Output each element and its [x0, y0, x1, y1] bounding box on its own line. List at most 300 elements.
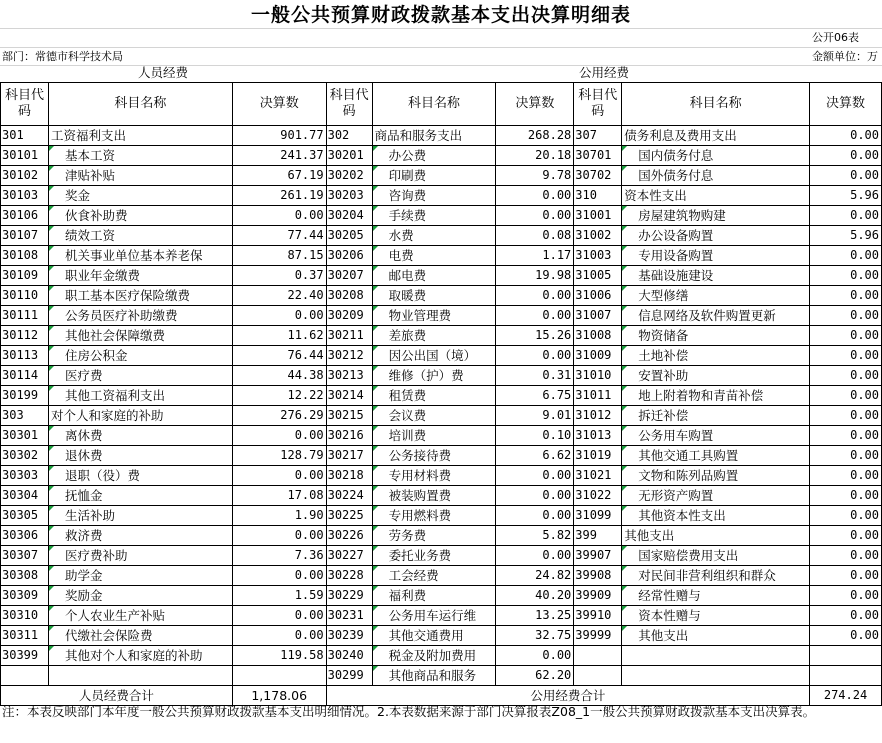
col-header-name: 科目名称 [622, 83, 810, 126]
amount-cell: 119.58 [232, 646, 326, 666]
expenditure-table [0, 82, 882, 706]
subject-code: 30109 [1, 266, 49, 286]
subject-name: 对个人和家庭的补助 [48, 406, 232, 426]
subject-name: 医疗费补助 [48, 546, 232, 566]
subject-code: 30203 [326, 186, 372, 206]
subject-name: 税金及附加费用 [372, 646, 496, 666]
subject-name: 职业年金缴费 [48, 266, 232, 286]
subject-name: 安置补助 [622, 366, 810, 386]
subject-code: 30205 [326, 226, 372, 246]
subject-name: 债务利息及费用支出 [622, 126, 810, 146]
col-header-name: 科目名称 [372, 83, 496, 126]
subject-code: 31002 [574, 226, 622, 246]
subject-code: 39910 [574, 606, 622, 626]
subject-name: 资本性赠与 [622, 606, 810, 626]
subject-code: 31005 [574, 266, 622, 286]
amount-cell: 268.28 [496, 126, 574, 146]
personnel-total-label: 人员经费合计 [1, 686, 233, 706]
subject-code: 31003 [574, 246, 622, 266]
subject-code: 31006 [574, 286, 622, 306]
subject-name: 伙食补助费 [48, 206, 232, 226]
amount-cell: 0.00 [810, 626, 882, 646]
table-row [1, 366, 882, 386]
amount-cell: 0.00 [232, 206, 326, 226]
table-row [1, 186, 882, 206]
subject-code: 30239 [326, 626, 372, 646]
subject-code: 31019 [574, 446, 622, 466]
subject-code: 30309 [1, 586, 49, 606]
subject-code: 31010 [574, 366, 622, 386]
subject-code [1, 666, 49, 686]
amount-cell: 0.10 [496, 426, 574, 446]
amount-cell: 5.82 [496, 526, 574, 546]
subject-name: 手续费 [372, 206, 496, 226]
subject-code: 30302 [1, 446, 49, 466]
subject-name: 基础设施建设 [622, 266, 810, 286]
amount-cell: 1.17 [496, 246, 574, 266]
subject-code: 30107 [1, 226, 49, 246]
col-header-code: 科目代码 [326, 83, 372, 126]
subject-name: 其他商品和服务 [372, 666, 496, 686]
table-row [1, 506, 882, 526]
amount-cell: 17.08 [232, 486, 326, 506]
subject-name: 公务用车购置 [622, 426, 810, 446]
subject-name: 其他工资福利支出 [48, 386, 232, 406]
subject-code: 302 [326, 126, 372, 146]
subject-code: 30217 [326, 446, 372, 466]
subject-name: 其他交通费用 [372, 626, 496, 646]
group-public: 公用经费 [578, 65, 629, 80]
table-row [1, 206, 882, 226]
subject-code: 307 [574, 126, 622, 146]
table-row [1, 286, 882, 306]
subject-name: 机关事业单位基本养老保 [48, 246, 232, 266]
amount-cell: 24.82 [496, 566, 574, 586]
subject-code: 30212 [326, 346, 372, 366]
amount-cell: 0.00 [496, 346, 574, 366]
subject-code: 30209 [326, 306, 372, 326]
subject-code: 303 [1, 406, 49, 426]
amount-cell: 40.20 [496, 586, 574, 606]
amount-cell: 0.00 [810, 406, 882, 426]
subject-name: 奖金 [48, 186, 232, 206]
table-row [1, 586, 882, 606]
subject-code: 39907 [574, 546, 622, 566]
subject-code: 301 [1, 126, 49, 146]
amount-cell: 0.00 [496, 486, 574, 506]
amount-cell [232, 666, 326, 686]
personnel-total-amount: 1,178.06 [232, 686, 326, 706]
amount-cell: 0.00 [810, 426, 882, 446]
amount-cell: 0.00 [810, 546, 882, 566]
amount-cell [810, 646, 882, 666]
form-number: 公开06表 [812, 31, 859, 44]
subject-code: 30305 [1, 506, 49, 526]
amount-cell: 0.31 [496, 366, 574, 386]
subject-code: 30227 [326, 546, 372, 566]
subject-name: 会议费 [372, 406, 496, 426]
subject-code: 30308 [1, 566, 49, 586]
table-row [1, 566, 882, 586]
subject-code: 30307 [1, 546, 49, 566]
subject-name: 被装购置费 [372, 486, 496, 506]
subject-name: 公务用车运行维 [372, 606, 496, 626]
amount-cell: 0.00 [810, 126, 882, 146]
amount-cell: 0.00 [232, 466, 326, 486]
subject-name: 邮电费 [372, 266, 496, 286]
table-row [1, 646, 882, 666]
amount-cell: 128.79 [232, 446, 326, 466]
table-row [1, 606, 882, 626]
subject-name: 维修（护）费 [372, 366, 496, 386]
amount-cell: 0.00 [810, 446, 882, 466]
table-row [1, 246, 882, 266]
department-label: 部门：常德市科学技术局 [2, 50, 123, 63]
subject-code: 39909 [574, 586, 622, 606]
amount-cell: 0.00 [810, 306, 882, 326]
amount-cell: 0.37 [232, 266, 326, 286]
subject-code: 30702 [574, 166, 622, 186]
page-title: 一般公共预算财政拨款基本支出决算明细表 [250, 4, 631, 26]
amount-cell: 1.59 [232, 586, 326, 606]
table-row [1, 426, 882, 446]
amount-cell: 32.75 [496, 626, 574, 646]
amount-cell: 44.38 [232, 366, 326, 386]
amount-cell: 0.00 [496, 206, 574, 226]
subject-name: 医疗费 [48, 366, 232, 386]
subject-code: 30306 [1, 526, 49, 546]
subject-code: 30113 [1, 346, 49, 366]
table-row [1, 306, 882, 326]
subject-name: 其他资本性支出 [622, 506, 810, 526]
subject-code: 31022 [574, 486, 622, 506]
amount-cell: 1.90 [232, 506, 326, 526]
amount-cell: 0.00 [232, 606, 326, 626]
amount-cell: 11.62 [232, 326, 326, 346]
amount-cell: 76.44 [232, 346, 326, 366]
amount-cell: 0.00 [232, 566, 326, 586]
subject-name: 专用设备购置 [622, 246, 810, 266]
table-row [1, 406, 882, 426]
subject-code: 30112 [1, 326, 49, 346]
amount-cell: 19.98 [496, 266, 574, 286]
subject-code: 39908 [574, 566, 622, 586]
amount-cell: 13.25 [496, 606, 574, 626]
amount-cell: 0.00 [232, 626, 326, 646]
subject-name: 津贴补贴 [48, 166, 232, 186]
subject-name: 工资福利支出 [48, 126, 232, 146]
subject-code: 30311 [1, 626, 49, 646]
grid-line [0, 28, 882, 29]
subject-code [574, 646, 622, 666]
subject-code: 30110 [1, 286, 49, 306]
col-header-name: 科目名称 [48, 83, 232, 126]
subject-name: 离休费 [48, 426, 232, 446]
subject-code: 30106 [1, 206, 49, 226]
amount-cell: 0.00 [810, 466, 882, 486]
amount-cell: 6.75 [496, 386, 574, 406]
subject-name [622, 646, 810, 666]
subject-name: 救济费 [48, 526, 232, 546]
amount-cell: 0.00 [496, 506, 574, 526]
subject-code: 30303 [1, 466, 49, 486]
table-row [1, 466, 882, 486]
subject-code: 31013 [574, 426, 622, 446]
col-header-amount: 决算数 [232, 83, 326, 126]
subject-name: 其他社会保障缴费 [48, 326, 232, 346]
subject-name: 其他支出 [622, 626, 810, 646]
subject-name: 电费 [372, 246, 496, 266]
subject-name: 土地补偿 [622, 346, 810, 366]
subject-name: 培训费 [372, 426, 496, 446]
subject-code: 30215 [326, 406, 372, 426]
amount-cell: 0.08 [496, 226, 574, 246]
subject-name: 无形资产购置 [622, 486, 810, 506]
amount-cell: 87.15 [232, 246, 326, 266]
amount-cell: 0.00 [810, 166, 882, 186]
grid-line [0, 47, 882, 48]
public-total-amount: 274.24 [810, 686, 882, 706]
subject-name: 奖励金 [48, 586, 232, 606]
subject-name: 咨询费 [372, 186, 496, 206]
subject-name: 生活补助 [48, 506, 232, 526]
subject-name: 代缴社会保险费 [48, 626, 232, 646]
col-header-code: 科目代码 [1, 83, 49, 126]
amount-cell: 0.00 [810, 526, 882, 546]
subject-name: 物资储备 [622, 326, 810, 346]
subject-name: 抚恤金 [48, 486, 232, 506]
subject-name: 国家赔偿费用支出 [622, 546, 810, 566]
amount-cell: 5.96 [810, 186, 882, 206]
subject-name: 办公设备购置 [622, 226, 810, 246]
subject-code: 30304 [1, 486, 49, 506]
subject-name: 对民间非营利组织和群众 [622, 566, 810, 586]
subject-code: 30206 [326, 246, 372, 266]
subject-name: 商品和服务支出 [372, 126, 496, 146]
subject-code: 310 [574, 186, 622, 206]
subject-code: 399 [574, 526, 622, 546]
subject-name: 委托业务费 [372, 546, 496, 566]
amount-cell: 0.00 [496, 546, 574, 566]
amount-cell: 0.00 [810, 606, 882, 626]
table-row [1, 626, 882, 646]
subject-name: 其他交通工具购置 [622, 446, 810, 466]
subject-name: 水费 [372, 226, 496, 246]
table-row [1, 166, 882, 186]
subject-name: 其他对个人和家庭的补助 [48, 646, 232, 666]
subject-name: 取暖费 [372, 286, 496, 306]
subject-code: 31007 [574, 306, 622, 326]
table-row [1, 386, 882, 406]
footnote: 注：本表反映部门本年度一般公共预算财政拨款基本支出明细情况。2.本表数据来源于部门决算报表Z08_1一般公共预算财政拨款基本支出决算表。 [2, 704, 816, 719]
table-row [1, 146, 882, 166]
amount-cell: 0.00 [496, 186, 574, 206]
amount-cell [810, 666, 882, 686]
amount-cell: 276.29 [232, 406, 326, 426]
subject-code: 30103 [1, 186, 49, 206]
subject-name: 退休费 [48, 446, 232, 466]
amount-cell: 0.00 [810, 266, 882, 286]
subject-name: 其他支出 [622, 526, 810, 546]
subject-name: 工会经费 [372, 566, 496, 586]
subject-name: 公务接待费 [372, 446, 496, 466]
subject-name: 信息网络及软件购置更新 [622, 306, 810, 326]
amount-cell: 0.00 [496, 646, 574, 666]
subject-name: 公务员医疗补助缴费 [48, 306, 232, 326]
subject-name: 差旅费 [372, 326, 496, 346]
subject-name: 国外债务付息 [622, 166, 810, 186]
total-row [1, 686, 882, 706]
table-row [1, 346, 882, 366]
subject-code: 30231 [326, 606, 372, 626]
col-header-amount: 决算数 [496, 83, 574, 126]
subject-code: 31012 [574, 406, 622, 426]
amount-cell: 0.00 [810, 346, 882, 366]
subject-name: 劳务费 [372, 526, 496, 546]
amount-cell: 241.37 [232, 146, 326, 166]
col-header-code: 科目代码 [574, 83, 622, 126]
amount-cell: 12.22 [232, 386, 326, 406]
subject-name [622, 666, 810, 686]
subject-code: 31009 [574, 346, 622, 366]
amount-cell: 261.19 [232, 186, 326, 206]
amount-cell: 0.00 [496, 286, 574, 306]
subject-code: 30108 [1, 246, 49, 266]
subject-code: 30211 [326, 326, 372, 346]
subject-code [574, 666, 622, 686]
amount-cell: 77.44 [232, 226, 326, 246]
subject-code: 31099 [574, 506, 622, 526]
subject-code: 30701 [574, 146, 622, 166]
unit-label: 金额单位：万 [812, 50, 878, 63]
subject-code: 30207 [326, 266, 372, 286]
subject-name: 专用材料费 [372, 466, 496, 486]
group-personnel: 人员经费 [137, 65, 188, 80]
subject-name [48, 666, 232, 686]
amount-cell: 0.00 [810, 286, 882, 306]
table-body [1, 83, 882, 686]
amount-cell: 0.00 [810, 366, 882, 386]
amount-cell: 9.78 [496, 166, 574, 186]
subject-code: 30216 [326, 426, 372, 446]
subject-code: 31021 [574, 466, 622, 486]
amount-cell: 0.00 [810, 566, 882, 586]
subject-code: 30240 [326, 646, 372, 666]
subject-code: 31011 [574, 386, 622, 406]
subject-code: 30224 [326, 486, 372, 506]
subject-name: 职工基本医疗保险缴费 [48, 286, 232, 306]
amount-cell: 0.00 [810, 246, 882, 266]
subject-name: 专用燃料费 [372, 506, 496, 526]
subject-code: 39999 [574, 626, 622, 646]
subject-code: 30218 [326, 466, 372, 486]
amount-cell: 20.18 [496, 146, 574, 166]
subject-name: 住房公积金 [48, 346, 232, 366]
subject-code: 30225 [326, 506, 372, 526]
table-row [1, 446, 882, 466]
amount-cell: 901.77 [232, 126, 326, 146]
amount-cell: 0.00 [810, 386, 882, 406]
subject-code: 30199 [1, 386, 49, 406]
subject-code: 31008 [574, 326, 622, 346]
subject-name: 助学金 [48, 566, 232, 586]
table-row [1, 666, 882, 686]
subject-code: 30214 [326, 386, 372, 406]
subject-code: 30226 [326, 526, 372, 546]
subject-name: 绩效工资 [48, 226, 232, 246]
amount-cell: 22.40 [232, 286, 326, 306]
amount-cell: 0.00 [232, 426, 326, 446]
subject-name: 房屋建筑物购建 [622, 206, 810, 226]
amount-cell: 0.00 [810, 486, 882, 506]
subject-name: 退职（役）费 [48, 466, 232, 486]
subject-name: 经常性赠与 [622, 586, 810, 606]
col-header-amount: 决算数 [810, 83, 882, 126]
subject-code: 31001 [574, 206, 622, 226]
amount-cell: 0.00 [496, 466, 574, 486]
amount-cell: 0.00 [810, 586, 882, 606]
amount-cell: 0.00 [232, 526, 326, 546]
subject-code: 30299 [326, 666, 372, 686]
amount-cell: 0.00 [810, 506, 882, 526]
table-row [1, 326, 882, 346]
subject-code: 30301 [1, 426, 49, 446]
subject-name: 大型修缮 [622, 286, 810, 306]
subject-name: 基本工资 [48, 146, 232, 166]
amount-cell: 9.01 [496, 406, 574, 426]
subject-name: 文物和陈列品购置 [622, 466, 810, 486]
amount-cell: 7.36 [232, 546, 326, 566]
amount-cell: 67.19 [232, 166, 326, 186]
public-total-label: 公用经费合计 [326, 686, 809, 706]
subject-name: 国内债务付息 [622, 146, 810, 166]
subject-code: 30201 [326, 146, 372, 166]
table-row [1, 546, 882, 566]
amount-cell: 6.62 [496, 446, 574, 466]
table-row [1, 226, 882, 246]
amount-cell: 0.00 [810, 326, 882, 346]
subject-name: 印刷费 [372, 166, 496, 186]
subject-name: 福利费 [372, 586, 496, 606]
subject-code: 30101 [1, 146, 49, 166]
amount-cell: 0.00 [810, 146, 882, 166]
amount-cell: 62.20 [496, 666, 574, 686]
table-row [1, 526, 882, 546]
subject-name: 拆迁补偿 [622, 406, 810, 426]
subject-code: 30213 [326, 366, 372, 386]
amount-cell: 0.00 [496, 306, 574, 326]
subject-code: 30111 [1, 306, 49, 326]
subject-name: 资本性支出 [622, 186, 810, 206]
table-row [1, 486, 882, 506]
header-row [1, 83, 882, 126]
subject-code: 30229 [326, 586, 372, 606]
subject-code: 30228 [326, 566, 372, 586]
subject-name: 办公费 [372, 146, 496, 166]
table-row [1, 126, 882, 146]
subject-code: 30399 [1, 646, 49, 666]
subject-code: 30102 [1, 166, 49, 186]
subject-code: 30208 [326, 286, 372, 306]
amount-cell: 0.00 [232, 306, 326, 326]
subject-name: 租赁费 [372, 386, 496, 406]
subject-name: 地上附着物和青苗补偿 [622, 386, 810, 406]
table-row [1, 266, 882, 286]
amount-cell: 0.00 [810, 206, 882, 226]
amount-cell: 15.26 [496, 326, 574, 346]
subject-code: 30310 [1, 606, 49, 626]
subject-name: 物业管理费 [372, 306, 496, 326]
